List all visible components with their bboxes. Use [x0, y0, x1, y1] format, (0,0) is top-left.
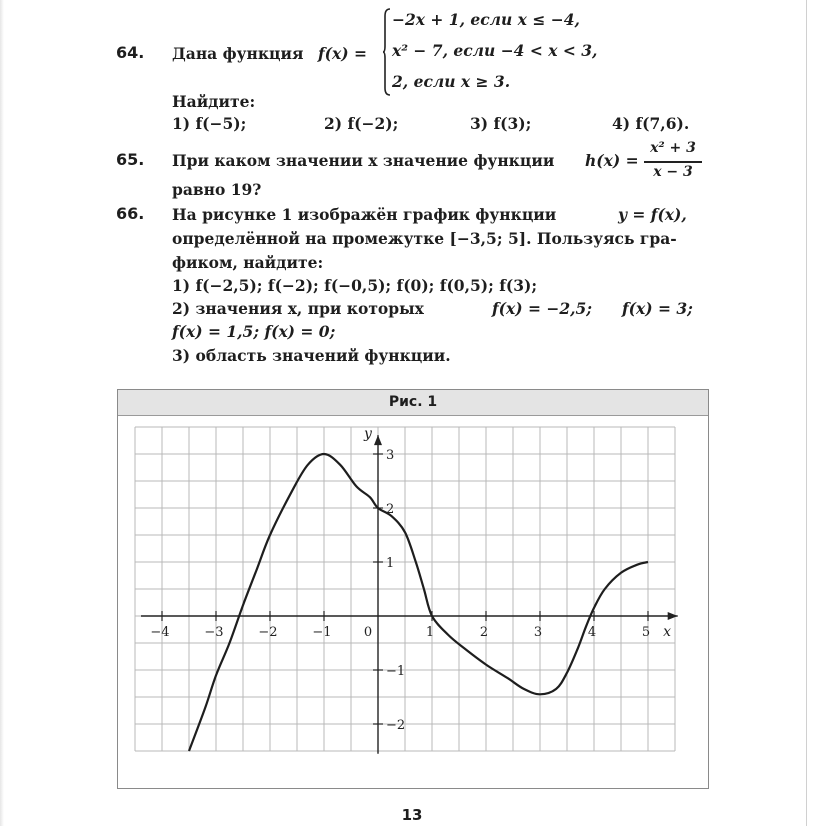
x-tick-label: 3: [533, 625, 543, 640]
y-tick-label: 2: [386, 502, 395, 517]
problem-66-line3: фиком, найдите:: [172, 253, 324, 272]
problem-64-fx: f(x) =: [318, 44, 367, 63]
problem-66-line4: 1) f(−2,5); f(−2); f(−0,5); f(0); f(0,5); f(3);: [172, 276, 538, 295]
problem-64-number: 64.: [116, 43, 145, 62]
x-tick-label: 4: [587, 625, 597, 640]
problem-64-lead: Дана функция: [172, 44, 304, 63]
fraction-denominator: x − 3: [653, 164, 693, 180]
problem-66-line5: 2) значения x, при которых: [172, 299, 424, 318]
x-axis-arrow: [668, 612, 678, 620]
problem-66-line1: На рисунке 1 изображён график функции: [172, 205, 557, 224]
fraction-bar: [644, 161, 702, 163]
problem-65-hx: h(x) =: [585, 151, 639, 170]
fraction-numerator: x² + 3: [650, 140, 696, 156]
problem-66-line2: определённой на промежутке [−3,5; 5]. Пользуясь гра-: [172, 229, 677, 248]
problem-66-line7: 3) область значений функции.: [172, 346, 451, 365]
answer-1: 1) f(−5);: [172, 114, 247, 133]
x-axis-label: x: [663, 624, 672, 640]
x-tick-label: 2: [479, 625, 489, 640]
page-number: 13: [401, 806, 423, 824]
y-tick-label: 1: [386, 556, 395, 571]
problem-65-text: При каком значении x значение функции: [172, 151, 555, 170]
answer-4: 4) f(7,6).: [612, 114, 690, 133]
problem-66-line5-eq1: f(x) = −2,5;: [492, 299, 593, 318]
function-graph: [117, 389, 707, 787]
case-2: x² − 7, если −4 < x < 3,: [392, 41, 598, 60]
figure-caption: Рис. 1: [388, 394, 438, 410]
page-edge-left: [0, 0, 4, 826]
problem-65-line2: равно 19?: [172, 180, 262, 199]
problem-66-line6: f(x) = 1,5; f(x) = 0;: [172, 322, 336, 341]
problem-66-line1-function: y = f(x),: [618, 205, 687, 224]
x-tick-label: −1: [312, 625, 332, 640]
function-curve: [189, 454, 651, 751]
page-edge-right: [806, 0, 807, 826]
problem-66-line5-eq2: f(x) = 3;: [622, 299, 693, 318]
problem-66-number: 66.: [116, 204, 145, 223]
piecewise-brace: [383, 8, 391, 96]
x-tick-label: −2: [258, 625, 278, 640]
problem-65-fraction: [644, 140, 702, 184]
y-axis-label: y: [364, 425, 372, 442]
case-1: −2x + 1, если x ≤ −4,: [392, 10, 580, 29]
x-tick-label: −3: [204, 625, 224, 640]
y-axis-arrow: [374, 435, 382, 445]
problem-64-find: Найдите:: [172, 92, 256, 111]
x-tick-label: 1: [425, 625, 435, 640]
y-tick-label: −1: [386, 664, 406, 679]
x-tick-label: 0: [363, 625, 373, 640]
x-tick-label: −4: [150, 625, 170, 640]
y-tick-label: 3: [386, 448, 395, 463]
y-tick-label: −2: [386, 718, 406, 733]
case-3: 2, если x ≥ 3.: [392, 72, 511, 91]
answer-2: 2) f(−2);: [324, 114, 399, 133]
x-tick-label: 5: [641, 625, 651, 640]
problem-65-number: 65.: [116, 150, 145, 169]
answer-3: 3) f(3);: [470, 114, 532, 133]
